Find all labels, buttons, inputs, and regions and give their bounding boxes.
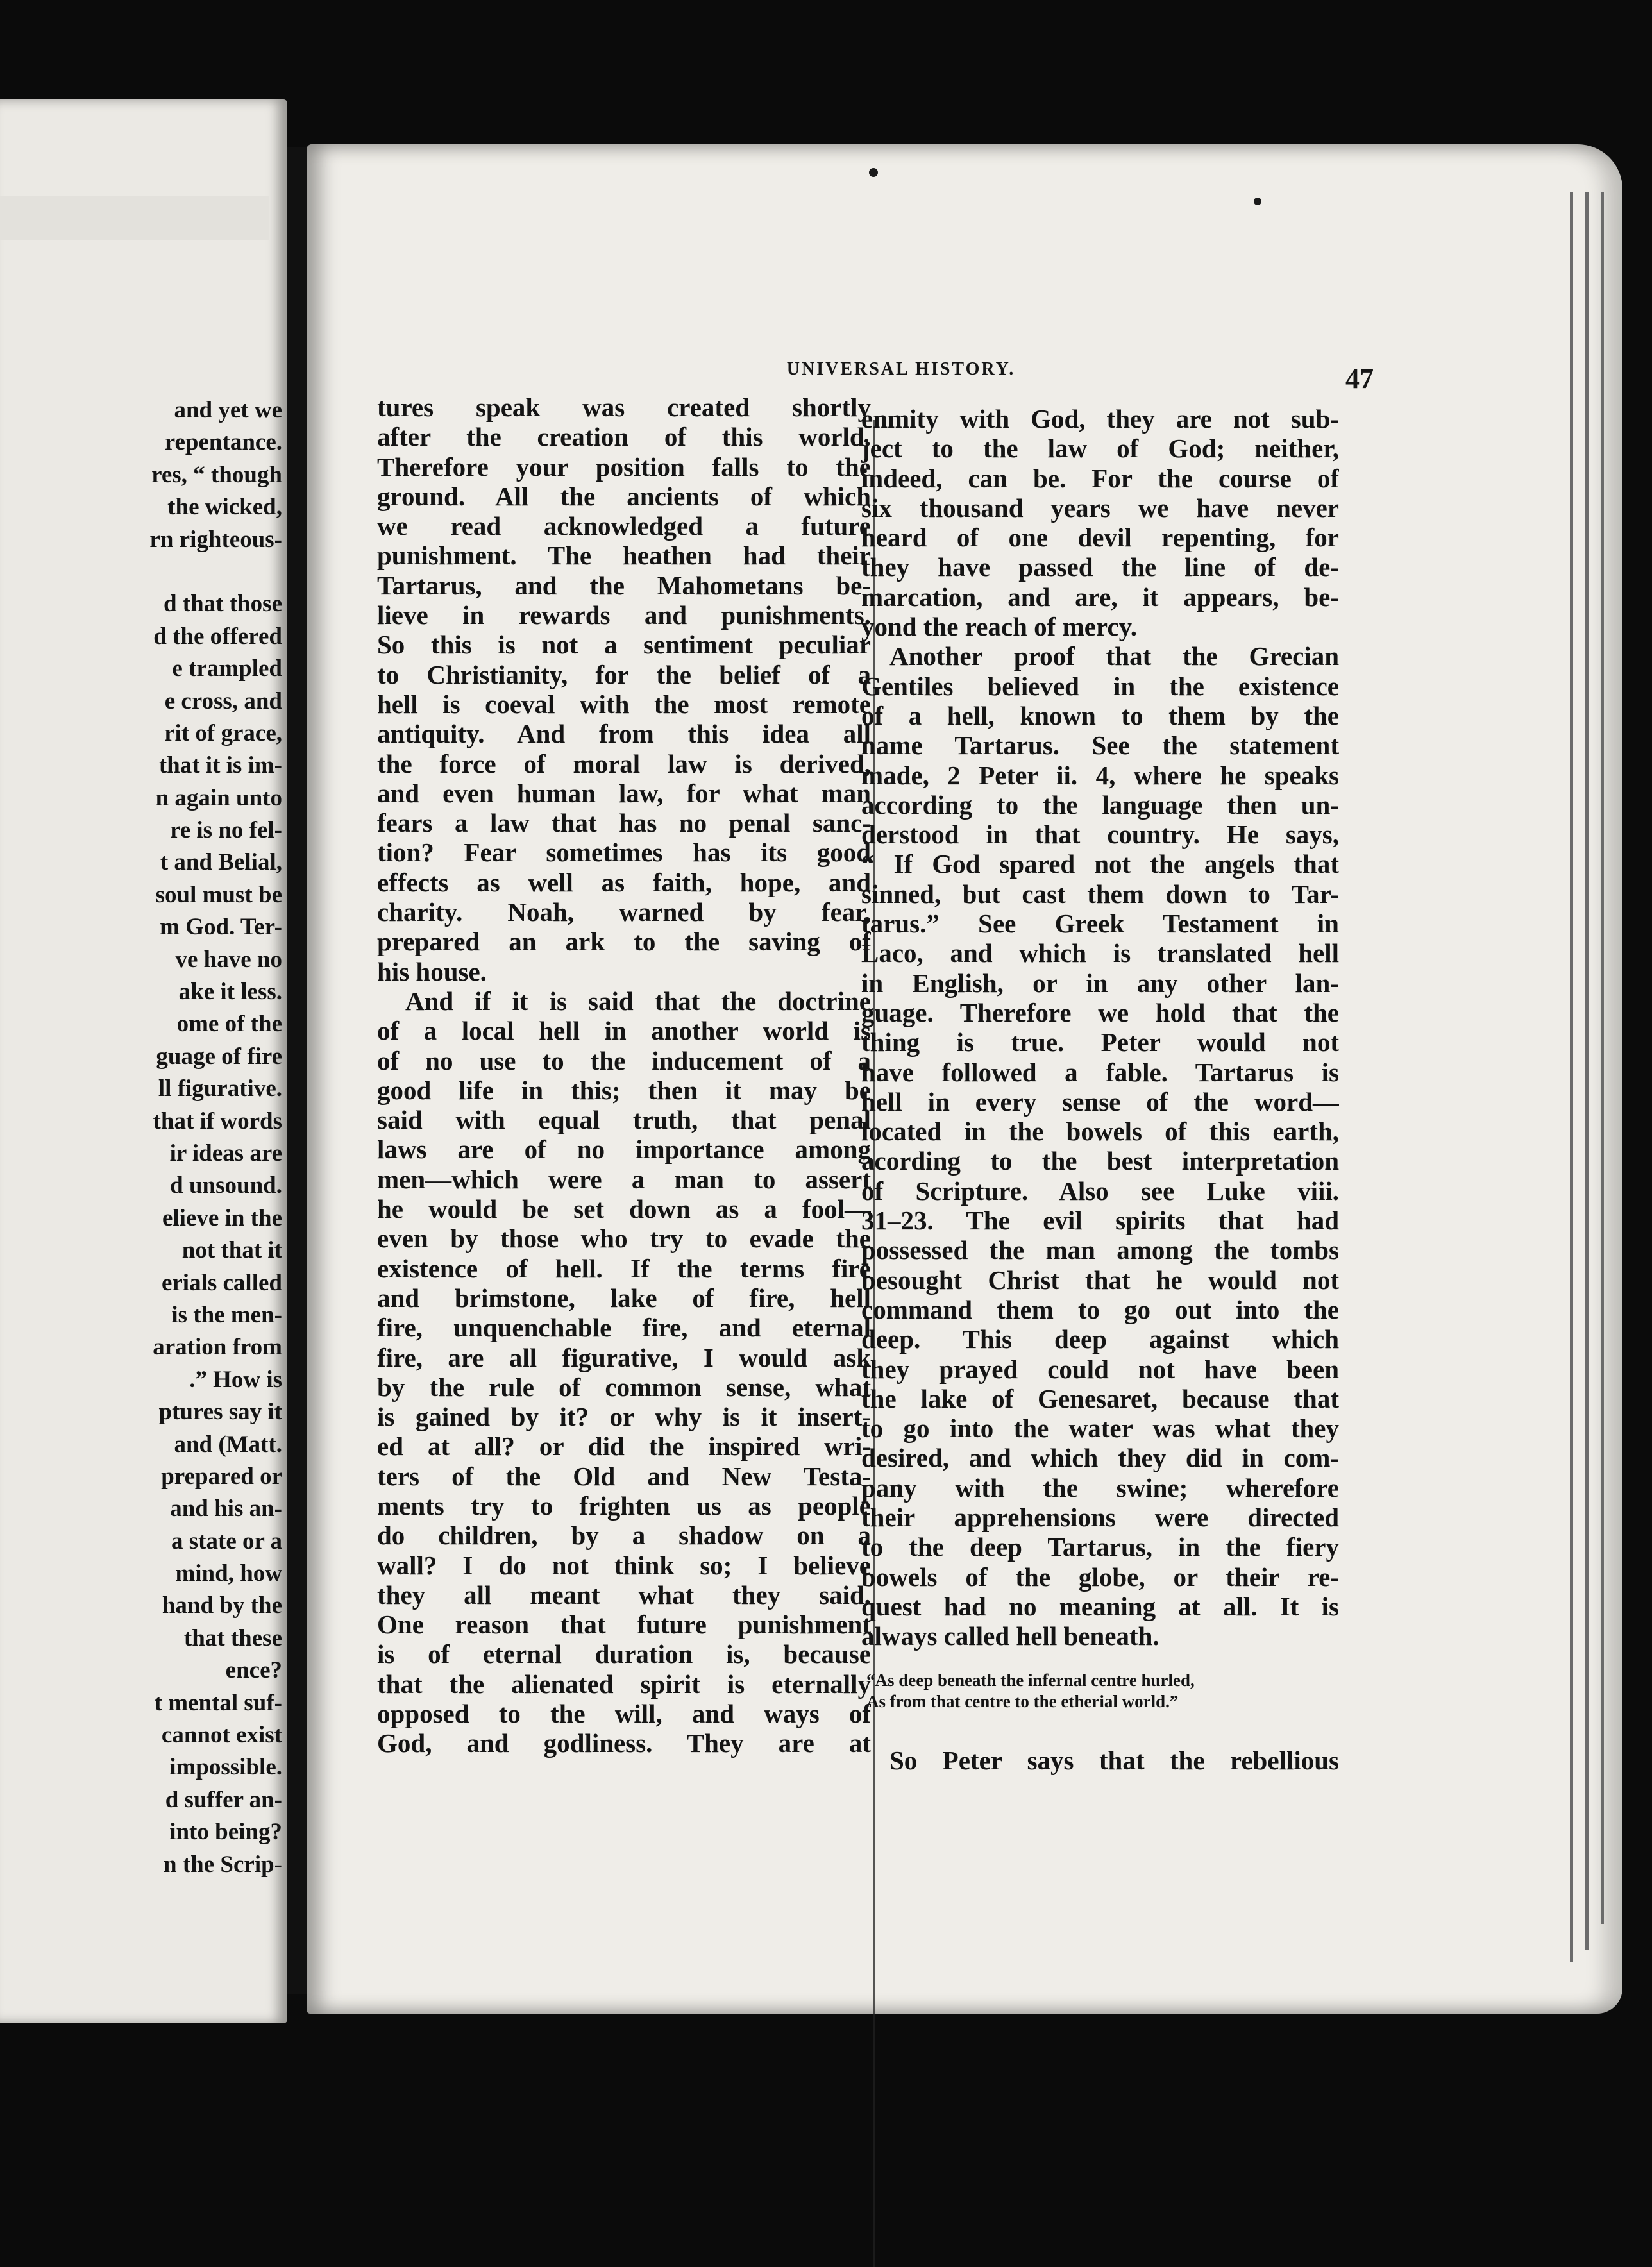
left-page-line: m God. Ter- [160,914,282,941]
left-page-line: rn righteous- [149,526,282,553]
text-line: ments try to frighten us as people [377,1490,871,1521]
text-line: located in the bowels of this earth, [861,1117,1339,1147]
text-line: his house. [377,956,487,986]
text-line: to go into the water was what they [861,1413,1339,1444]
text-line: is gained by it? or why is it insert- [377,1402,871,1432]
text-line: Laco, and which is translated hell [861,938,1339,968]
text-line: he would be set down as a fool— [377,1194,871,1224]
text-line: do children, by a shadow on a [377,1521,871,1551]
paragraph [377,986,871,1758]
text-line: and even human law, for what man [377,778,871,808]
text-line: effects as well as faith, hope, and [377,867,871,897]
paragraph [377,392,871,986]
quotation-line: “As deep beneath the infernal centre hurled, [866,1671,1195,1690]
text-line: we read acknowledged a future [377,511,871,541]
text-line: command them to go out into the [861,1294,1339,1324]
text-line: besought Christ that he would not [861,1265,1339,1295]
left-page-line: that if words [153,1108,282,1134]
left-page-line: .” How is [189,1366,282,1393]
text-line: ground. All the ancients of which [377,481,871,511]
text-line: according to the language then un- [861,789,1339,820]
text-line: enmity with God, they are not sub- [861,404,1339,434]
text-line: antiquity. And from this idea all [377,719,871,749]
text-line: and brimstone, lake of fire, hell [377,1283,871,1313]
text-line: punishment. The heathen had their [377,541,871,571]
left-page-line: not that it [181,1237,282,1264]
left-page-line: d the offered [153,623,282,650]
text-line: tion? Fear sometimes has its good [377,838,871,868]
left-page-line: rit of grace, [164,720,282,746]
text-line: is of eternal duration is, because [377,1639,871,1669]
left-page-line: ake it less. [178,979,282,1006]
left-page-line: mind, how [175,1560,282,1587]
left-page-line: and his an- [170,1496,282,1522]
page-edge-line [1601,192,1604,1924]
text-line: they prayed could not have been [861,1354,1339,1384]
text-line: prepared an ark to the saving of [377,927,871,957]
text-line: quest had no meaning at all. It is [861,1591,1339,1621]
text-line: after the creation of this world. [377,422,871,452]
text-line: charity. Noah, warned by fear, [377,897,871,927]
text-line: to the deep Tartarus, in the fiery [861,1532,1339,1562]
text-line: they all meant what they said. [377,1580,871,1610]
left-page-line [0,556,282,588]
text-line: desired, and which they did in com- [861,1443,1339,1473]
text-line: to Christianity, for the belief of a [377,659,871,689]
text-line: ed at all? or did the inspired wri- [377,1431,871,1462]
text-line: God, and godliness. They are at [377,1728,871,1758]
left-page-line: and yet we [174,397,282,423]
text-line: name Tartarus. See the statement [861,730,1339,761]
text-line: Tartarus, and the Mahometans be- [377,570,871,600]
text-line: by the rule of common sense, what [377,1372,871,1402]
paragraph [861,1746,1339,1775]
left-page-line: impossible. [169,1754,282,1781]
left-page-line: the wicked, [167,494,282,521]
left-page-line: ir ideas are [169,1140,282,1167]
left-page-line: hand by the [162,1592,282,1619]
text-line: of no use to the inducement of a [377,1045,871,1075]
running-head: UNIVERSAL HISTORY. [786,359,1016,379]
text-line: the force of moral law is derived, [377,748,871,779]
text-line: yond the reach of mercy. [861,612,1138,642]
left-page-line: elieve in the [162,1204,282,1231]
left-page-line: cannot exist [161,1722,282,1749]
text-line: derstood in that country. He says, [861,820,1339,850]
left-page-line: soul must be [155,881,282,908]
left-page-line: guage of fire [156,1043,282,1070]
left-page-edge-strip [0,196,269,240]
left-page-line: re is no fel- [169,817,282,844]
text-line: So this is not a sentiment peculiar [377,630,871,660]
left-page-line: d that those [163,591,282,618]
text-line: of a local hell in another world is [377,1016,871,1046]
text-line: that the alienated spirit is eternally [377,1669,871,1699]
left-page-line: a state or a [171,1528,282,1555]
text-line: tures speak was created shortly [377,392,871,422]
text-line: six thousand years we have never [861,493,1339,523]
text-line: wall? I do not think so; I believe [377,1550,871,1580]
text-column-left [377,392,871,1758]
paragraph [861,641,1339,1651]
left-page-line: e trampled [172,655,282,682]
left-page-line: e cross, and [164,687,282,714]
text-line: have followed a fable. Tartarus is [861,1057,1339,1087]
text-column-right [861,404,1339,1776]
left-page-line: ptures say it [158,1399,282,1426]
text-line: One reason that future punishment [377,1610,871,1640]
left-page-line: ll figurative. [158,1075,282,1102]
left-page-line: erials called [161,1269,282,1296]
text-line: 31–23. The evil spirits that had [861,1206,1339,1236]
text-line: bowels of the globe, or their re- [861,1562,1339,1592]
left-page-line: t mental suf- [154,1689,282,1716]
book-gutter [287,147,307,1994]
text-line: always called hell beneath. [861,1621,1159,1651]
text-line: guage. Therefore we hold that the [861,997,1339,1027]
page-edge-line [1570,192,1573,1962]
text-line: lieve in rewards and punishments. [377,600,871,630]
text-line: said with equal truth, that penal [377,1105,871,1135]
text-line: sinned, but cast them down to Tar- [861,879,1339,909]
text-line: deep. This deep against which [861,1324,1339,1354]
text-line: good life in this; then it may be [377,1075,871,1105]
text-line: of Scripture. Also see Luke viii. [861,1176,1339,1206]
left-page-line: aration from [153,1334,282,1361]
left-page-line: ome of the [176,1011,282,1038]
text-line: made, 2 Peter ii. 4, where he speaks [861,760,1339,790]
text-line: even by those who try to evade the [377,1224,871,1254]
text-line: of a hell, known to them by the [861,700,1339,730]
text-line: heard of one devil repenting, for [861,523,1339,553]
text-line: Therefore your position falls to the [377,451,871,482]
text-line: men—which were a man to assert [377,1164,871,1194]
text-line: ject to the law of God; neither, [861,434,1339,464]
quotation-line: As from that centre to the etherial world.” [866,1692,1179,1712]
left-page-line: t and Belial, [160,849,282,876]
text-line: fears a law that has no penal sanc- [377,808,871,838]
page-number: 47 [1345,363,1374,394]
text-line: ters of the Old and New Testa- [377,1461,871,1491]
left-page-line: res, “ though [151,461,282,488]
text-line: tarus.” See Greek Testament in [861,909,1339,939]
text-line: pany with the swine; wherefore [861,1472,1339,1503]
text-line: laws are of no importance among [377,1134,871,1165]
text-line: marcation, and are, it appears, be- [861,582,1339,612]
text-line: “ If God spared not the angels that [861,849,1339,879]
left-page-line: repentance. [164,429,282,456]
block-quotation [861,1670,1339,1712]
left-page-line: ve have no [175,946,282,973]
text-line: acording to the best interpretation [861,1146,1339,1176]
text-line: opposed to the will, and ways of [377,1699,871,1729]
left-page-line: prepared or [161,1463,282,1490]
left-page-line: n the Scrip- [164,1851,282,1878]
left-page-line: d suffer an- [165,1786,282,1813]
ink-speck [1254,198,1261,205]
text-line: their apprehensions were directed [861,1502,1339,1532]
text-line: in English, or in any other lan- [861,968,1339,998]
text-line: indeed, can be. For the course of [861,463,1339,493]
text-line: fire, unquenchable fire, and eternal [377,1313,871,1343]
text-line: they have passed the line of de- [861,552,1339,582]
left-page-line: and (Matt. [174,1431,282,1458]
text-line: Gentiles believed in the existence [861,671,1339,701]
text-line: hell is coeval with the most remote [377,689,871,719]
left-page [0,99,287,2023]
left-page-line: d unsound. [170,1172,282,1199]
left-page-line: that it is im- [158,752,282,779]
text-line: Another proof that the Grecian [889,641,1339,671]
text-line: So Peter says that the rebellious [889,1746,1339,1776]
text-line: hell in every sense of the word— [861,1086,1339,1117]
text-line: the lake of Genesaret, because that [861,1383,1339,1413]
left-page-line: n again unto [155,784,282,811]
left-page-line: into being? [169,1819,282,1846]
left-page-line: that these [183,1624,282,1651]
left-page-text [0,394,282,1881]
page-edge-line [1585,192,1589,1950]
text-line: fire, are all figurative, I would ask [377,1342,871,1372]
paragraph [861,404,1339,641]
left-page-line: is the men- [171,1301,282,1328]
ink-speck [869,168,878,177]
left-page-line: ence? [225,1657,282,1684]
text-line: thing is true. Peter would not [861,1027,1339,1058]
text-line: And if it is said that the doctrine [405,986,871,1016]
text-line: possessed the man among the tombs [861,1235,1339,1265]
text-line: existence of hell. If the terms fire [377,1253,871,1283]
